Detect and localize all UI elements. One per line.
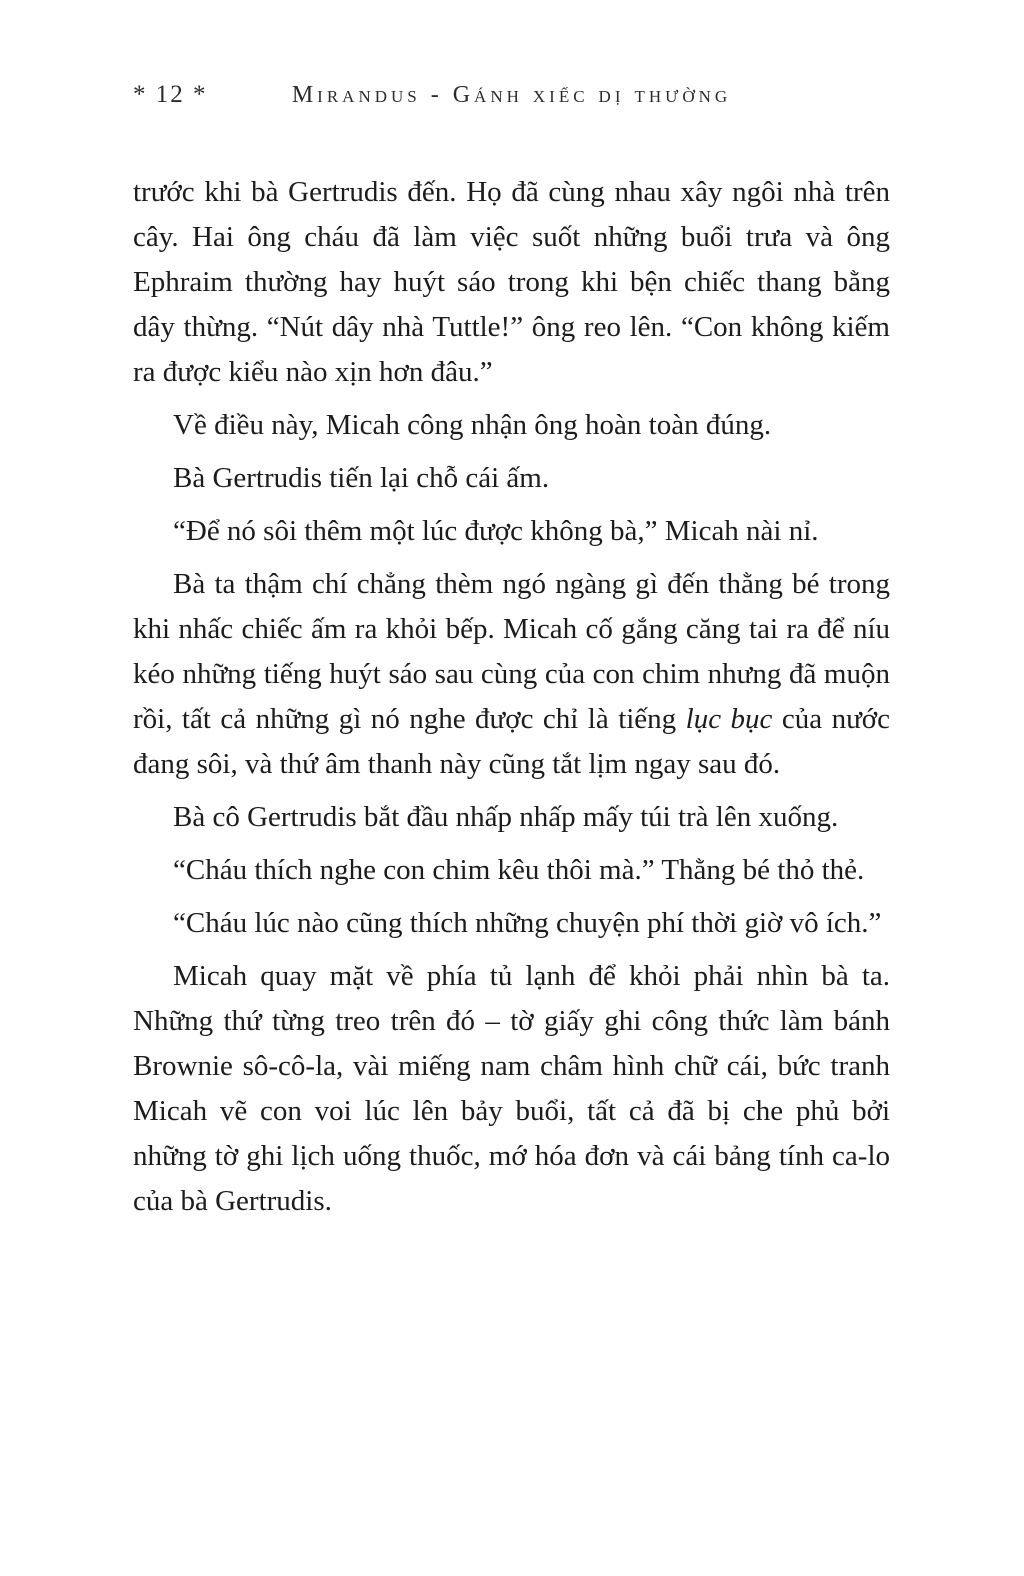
paragraph: [133, 562, 890, 787]
running-header: [133, 78, 890, 112]
page-number: * 12 *: [133, 81, 208, 108]
paragraph: “Để nó sôi thêm một lúc được không bà,” Micah nài nỉ.: [173, 515, 819, 547]
body-text: [133, 170, 890, 1232]
paragraph: Về điều này, Micah công nhận ông hoàn toàn đúng.: [173, 409, 772, 441]
running-title: Mirandus - Gánh xiếc dị thường: [291, 82, 732, 108]
paragraph: trước khi bà Gertrudis đến. Họ đã cùng nhau xây ngôi nhà trên cây. Hai ông cháu đã làm việc suốt những buổi trưa và ông Ephraim thường hay huýt sáo trong khi bện chiếc thang bằng dây thừng. “Nút dây nhà Tuttle!” ông reo lên. “Con không kiếm ra được kiểu nào xịn hơn đâu.”: [133, 176, 890, 388]
paragraph: “Cháu thích nghe con chim kêu thôi mà.” Thằng bé thỏ thẻ.: [173, 854, 865, 886]
paragraph: Micah quay mặt về phía tủ lạnh để khỏi phải nhìn bà ta. Những thứ từng treo trên đó – tờ giấy ghi công thức làm bánh Brownie sô-cô-la, vài miếng nam châm hình chữ cái, bức tranh Micah vẽ con voi lúc lên bảy buổi, tất cả đã bị che phủ bởi những tờ ghi lịch uống thuốc, mớ hóa đơn và cái bảng tính ca-lo của bà Gertrudis.: [133, 960, 890, 1217]
paragraph-segment: Bà ta thậm chí chẳng thèm ngó ngàng gì đến thằng bé trong khi nhấc chiếc ấm ra khỏi bếp. Micah cố gắng căng tai ra để níu kéo những tiếng huýt sáo sau cùng của con chim nhưng đã muộn rồi, tất cả những gì nó nghe được chỉ là tiếng: [133, 568, 890, 735]
paragraph: Bà cô Gertrudis bắt đầu nhấp nhấp mấy túi trà lên xuống.: [173, 801, 839, 833]
paragraph-segment: của nước đang sôi, và thứ âm thanh này cũng tắt lịm ngay sau đó.: [133, 703, 891, 780]
paragraph-segment-italic: lục bục: [685, 703, 773, 735]
paragraph: “Cháu lúc nào cũng thích những chuyện phí thời giờ vô ích.”: [173, 907, 882, 939]
paragraph: Bà Gertrudis tiến lại chỗ cái ấm.: [173, 462, 550, 494]
